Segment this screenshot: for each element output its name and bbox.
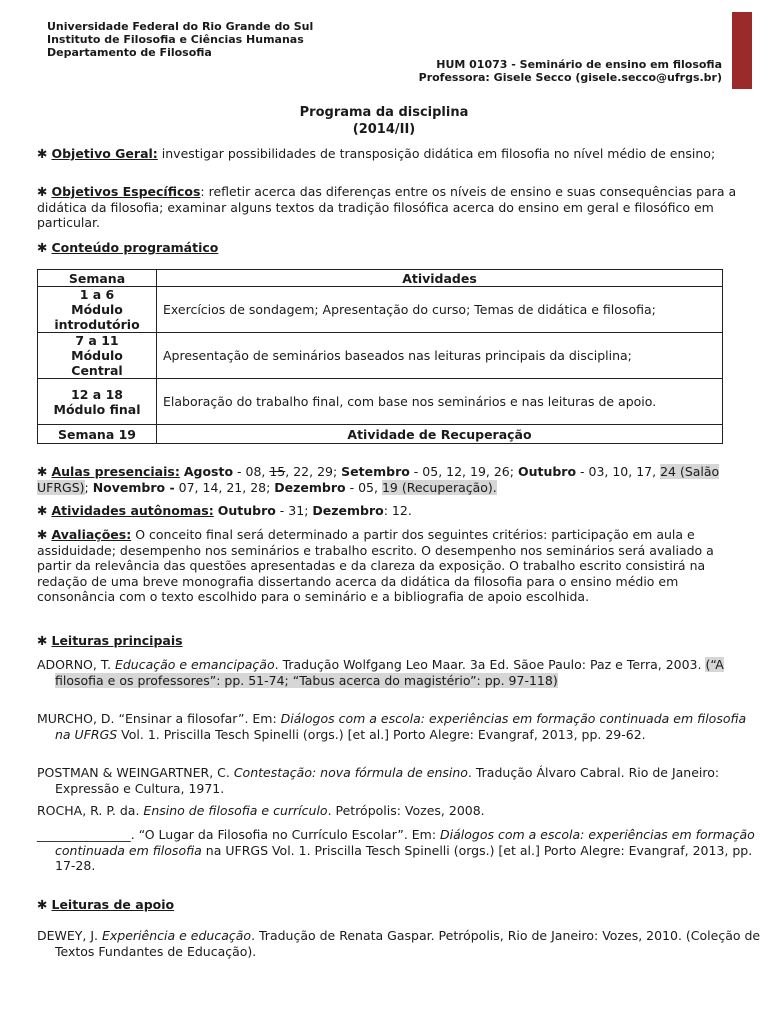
week-range: 7 a 11 bbox=[75, 333, 119, 348]
avaliacoes-label: Avaliações: bbox=[51, 527, 132, 542]
module-name: Módulo Central bbox=[71, 348, 123, 378]
reference-postman bbox=[37, 765, 763, 796]
bullet-star: ✱ bbox=[37, 146, 48, 161]
struck-date: 15 bbox=[269, 464, 286, 479]
highlighted-date: 24 (Salão UFRGS) bbox=[37, 464, 720, 495]
ref-details: na UFRGS Vol. 1. Priscilla Tesch Spinelli (orgs.) [et al.] Porto Alegre: Evangraf, 2013, pp. 17-28. bbox=[55, 842, 753, 873]
objetivo-geral bbox=[37, 146, 741, 162]
bullet-star: ✱ bbox=[37, 633, 48, 648]
ref-details: . Tradução Álvaro Cabral. Rio de Janeiro: Expressão e Cultura, 1971. bbox=[55, 765, 720, 796]
course-code: HUM 01073 - Seminário de ensino em filosofia bbox=[436, 58, 722, 71]
ref-highlight: (“A filosofia e os professores”: pp. 51-74; “Tabus acerca do magistério”: pp. 97-118) bbox=[55, 657, 724, 688]
month-label: Setembro bbox=[341, 464, 410, 479]
week-cell bbox=[38, 333, 157, 379]
header-atividades: Atividades bbox=[157, 270, 723, 287]
ref-details: . Tradução Wolfgang Leo Maar. 3a Ed. Sãoe Paulo: Paz e Terra, 2003. bbox=[274, 657, 706, 672]
reference-murcho bbox=[37, 711, 763, 742]
department-name: Departamento de Filosofia bbox=[47, 46, 212, 59]
bullet-star: ✱ bbox=[37, 527, 48, 542]
title-line2: (2014/II) bbox=[352, 122, 416, 137]
month-label: Dezembro bbox=[274, 479, 346, 495]
ref-title: Diálogos com a escola: experiências em formação continuada em filosofia bbox=[55, 827, 755, 858]
ref-details: . Tradução de Renata Gaspar. Petrópolis, Rio de Janeiro: Vozes, 2010. (Coleção de Textos Fundantes de Educação). bbox=[55, 928, 761, 959]
leituras-apoio-heading bbox=[37, 897, 741, 913]
institution-header bbox=[47, 20, 313, 59]
bullet-star: ✱ bbox=[37, 240, 48, 255]
ref-details: Vol. 1. Priscilla Tesch Spinelli (orgs.) [et al.] Porto Alegre: Evangraf, 2013, pp. 29-62. bbox=[117, 726, 646, 742]
header-semana: Semana bbox=[38, 270, 157, 287]
ref-title: Contestação: nova fórmula de ensino bbox=[233, 765, 468, 780]
objetivos-especificos-text: : refletir acerca das diferenças entre os níveis de ensino e suas consequências para a didática da filosofia; examinar alguns textos da tradição filosófica acerca do ensino em geral e filosófico em particular. bbox=[37, 184, 737, 230]
schedule-table bbox=[37, 269, 723, 444]
reference-dewey bbox=[37, 928, 763, 959]
ref-author: POSTMAN & WEINGARTNER, C. bbox=[37, 765, 234, 780]
dates: - 03, 10, 17, bbox=[576, 464, 661, 479]
ref-author: DEWEY, J. bbox=[37, 928, 102, 943]
week-range: 1 a 6 bbox=[79, 287, 115, 302]
objetivos-especificos bbox=[37, 184, 741, 231]
conteudo-heading bbox=[37, 240, 741, 256]
objetivos-especificos-label: Objetivos Específicos bbox=[51, 184, 201, 199]
ref-title: Ensino de filosofia e currículo bbox=[143, 803, 328, 818]
module-name: Módulo introdutório bbox=[54, 302, 140, 332]
accent-bar bbox=[732, 12, 752, 89]
reference-rocha-2 bbox=[37, 827, 763, 874]
module-name: Módulo final bbox=[53, 401, 141, 417]
dates: - 05, 12, 19, 26; bbox=[409, 464, 518, 479]
month-label: Outubro bbox=[517, 464, 577, 479]
table-header-row bbox=[38, 270, 723, 287]
dates: - 05, bbox=[345, 479, 382, 495]
leituras-principais-label: Leituras principais bbox=[51, 633, 183, 648]
dates: , 22, 29; bbox=[285, 464, 342, 479]
title-line1: Programa da disciplina bbox=[299, 105, 469, 120]
professor-info: Professora: Gisele Secco (gisele.secco@ufrgs.br) bbox=[418, 71, 722, 84]
activity-cell: Atividade de Recuperação bbox=[157, 425, 723, 444]
dates: : 12. bbox=[383, 503, 412, 518]
activity-cell: Elaboração do trabalho final, com base nos seminários e nas leituras de apoio. bbox=[157, 379, 723, 425]
reference-rocha bbox=[37, 803, 763, 819]
bullet-star: ✱ bbox=[37, 897, 48, 912]
ref-author: _______________. “O Lugar da Filosofia no Currículo Escolar”. Em: bbox=[37, 827, 441, 842]
aulas-presenciais bbox=[37, 464, 741, 495]
table-row bbox=[38, 379, 723, 425]
table-row bbox=[38, 333, 723, 379]
ref-author: ROCHA, R. P. da. bbox=[37, 803, 144, 818]
bullet-star: ✱ bbox=[37, 503, 48, 518]
week-cell: Semana 19 bbox=[38, 425, 157, 444]
activity-cell: Apresentação de seminários baseados nas leituras principais da disciplina; bbox=[157, 333, 723, 379]
ref-details: . Petrópolis: Vozes, 2008. bbox=[327, 803, 485, 818]
ref-title: Diálogos com a escola: experiências em formação continuada em filosofia na UFRGS bbox=[55, 711, 747, 742]
highlighted-date: 19 (Recuperação). bbox=[381, 479, 497, 495]
leituras-principais-heading bbox=[37, 633, 741, 649]
leituras-apoio-label: Leituras de apoio bbox=[51, 897, 175, 912]
document-title bbox=[0, 104, 768, 138]
course-header bbox=[419, 58, 722, 84]
objetivo-geral-label: Objetivo Geral: bbox=[51, 146, 158, 161]
week-cell bbox=[38, 379, 157, 425]
table-row-recuperacao bbox=[38, 425, 723, 444]
bullet-star: ✱ bbox=[37, 184, 48, 199]
month-label: Agosto bbox=[183, 464, 234, 479]
week-cell bbox=[38, 287, 157, 333]
bullet-star: ✱ bbox=[37, 464, 48, 479]
avaliacoes bbox=[37, 527, 741, 605]
atividades-autonomas bbox=[37, 503, 741, 519]
ref-author: ADORNO, T. bbox=[37, 657, 115, 672]
activity-cell: Exercícios de sondagem; Apresentação do curso; Temas de didática e filosofia; bbox=[157, 287, 723, 333]
month-label: Outubro bbox=[217, 503, 276, 518]
reference-adorno bbox=[37, 657, 763, 688]
institute-name: Instituto de Filosofia e Ciências Humanas bbox=[47, 33, 304, 46]
ref-title: Experiência e educação bbox=[102, 928, 252, 943]
dates: - 31; bbox=[275, 503, 313, 518]
separator: ; bbox=[84, 479, 93, 495]
aulas-label: Aulas presenciais: bbox=[51, 464, 180, 479]
month-label: Dezembro bbox=[312, 503, 384, 518]
month-label: Novembro - bbox=[92, 479, 175, 495]
objetivo-geral-text: investigar possibilidades de transposição didática em filosofia no nível médio de ensino; bbox=[157, 146, 716, 161]
week-range: 12 a 18 bbox=[71, 386, 123, 402]
conteudo-label: Conteúdo programático bbox=[51, 240, 219, 255]
ref-title: Educação e emancipação bbox=[114, 657, 275, 672]
ref-author: MURCHO, D. “Ensinar a filosofar”. Em: bbox=[37, 711, 281, 726]
dates: - 08, bbox=[233, 464, 270, 479]
dates: 07, 14, 21, 28; bbox=[174, 479, 275, 495]
autonomas-label: Atividades autônomas: bbox=[51, 503, 214, 518]
table-row bbox=[38, 287, 723, 333]
avaliacoes-text: O conceito final será determinado a partir dos seguintes critérios: participação em aula e assiduidade; desempenho nos seminários e trabalho escrito. O desempenho nos seminários será avaliado a partir da relevância das questões apresentadas e da clareza da exposição. O trabalho escrito consistirá na redação de uma breve monografia dissertando acerca da didática da filosofia para o ensino médio em consonância com o texto escolhido para o seminário e a bibliografia de apoio escolhida. bbox=[37, 527, 714, 604]
university-name: Universidade Federal do Rio Grande do Sul bbox=[47, 20, 314, 33]
